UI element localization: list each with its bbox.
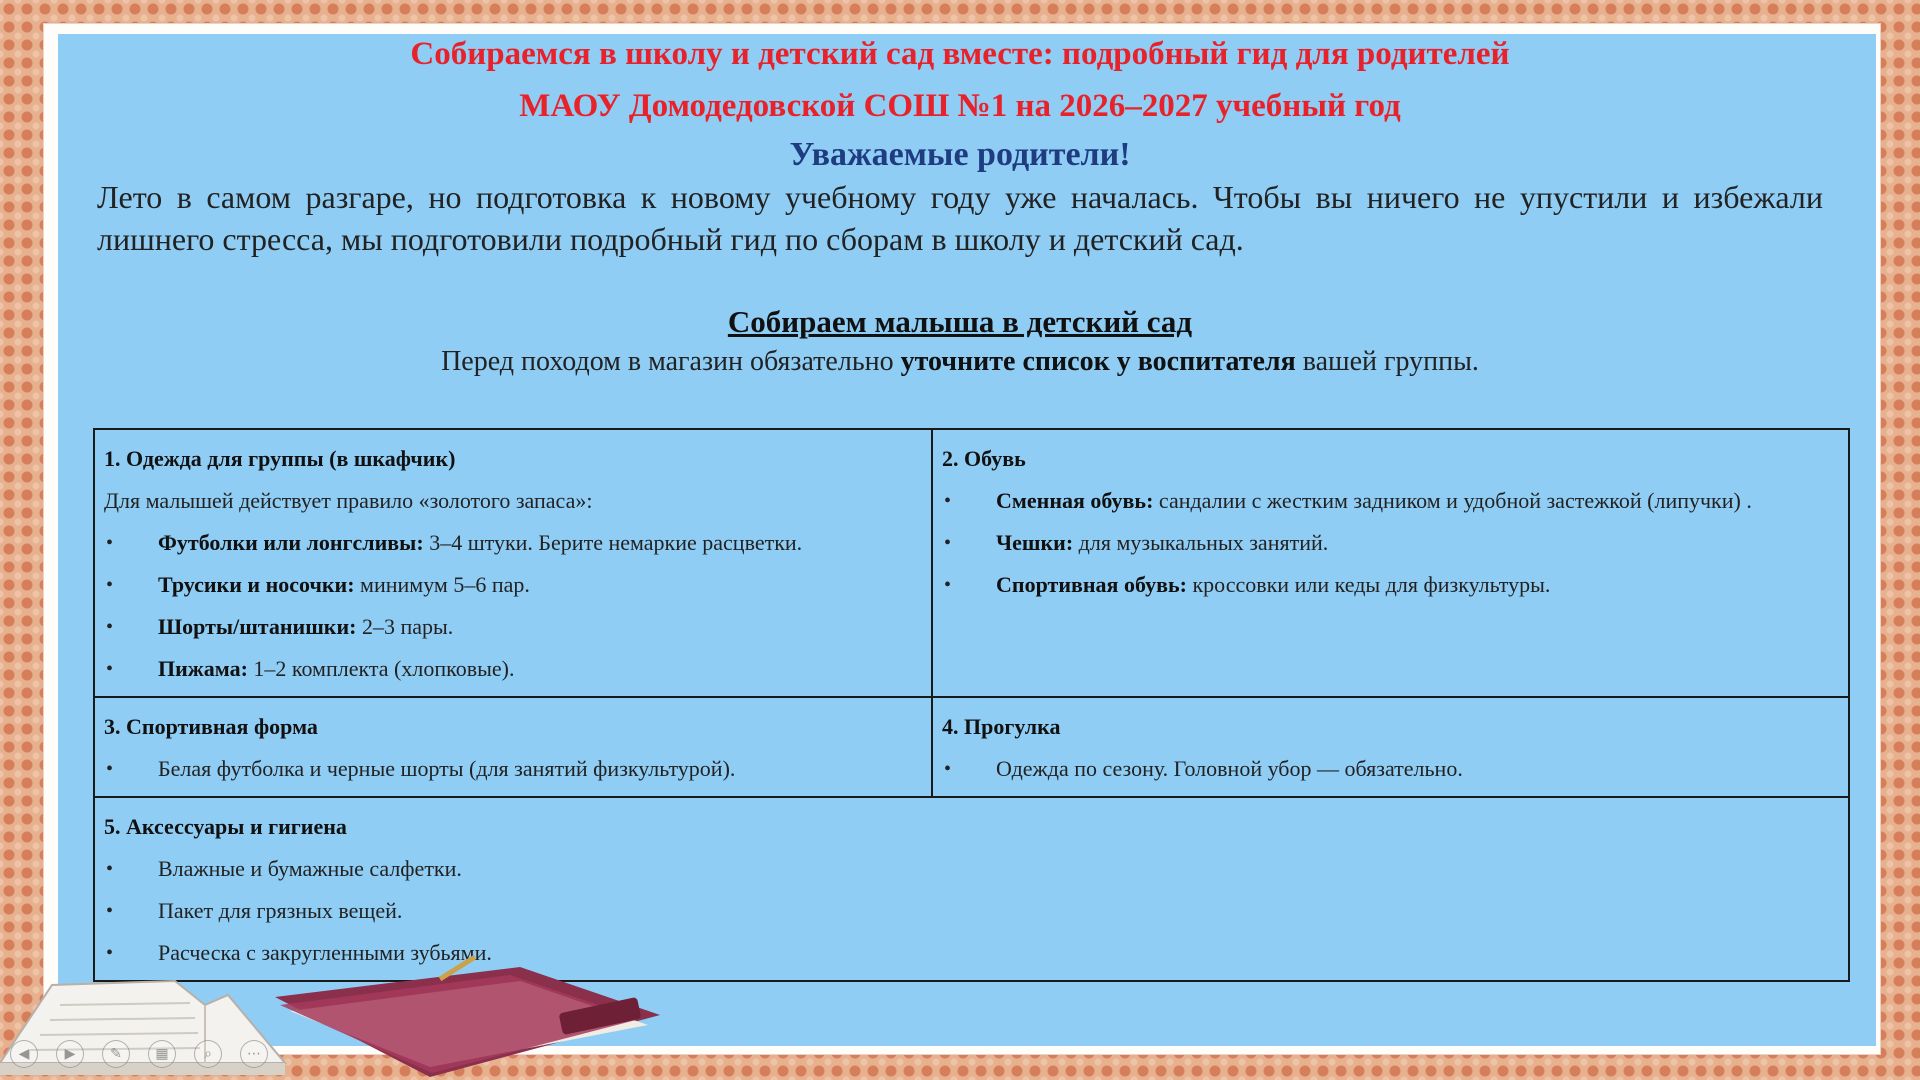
item-text: 3–4 штуки. Берите немаркие расцветки.	[423, 530, 803, 555]
list-item	[104, 564, 922, 606]
table-row	[94, 697, 1849, 797]
item-text: 1–2 комплекта (хлопковые).	[247, 656, 515, 681]
note-before: Перед походом в магазин обязательно	[441, 346, 901, 377]
item-text: Влажные и бумажные салфетки.	[158, 856, 462, 881]
list-item	[942, 748, 1839, 790]
item-text: для музыкальных занятий.	[1073, 530, 1329, 555]
note-after: вашей группы.	[1295, 346, 1479, 377]
bullet: •	[106, 858, 114, 880]
item-label: Сменная обувь:	[996, 488, 1154, 513]
bullet: •	[106, 758, 114, 780]
item-label: Спортивная обувь:	[996, 572, 1187, 597]
bullet: •	[106, 532, 114, 554]
item-label: Трусики и носочки:	[158, 572, 355, 597]
cell-title: 1. Одежда для группы (в шкафчик)	[104, 446, 456, 471]
list-item	[104, 848, 1839, 890]
item-list	[104, 522, 922, 690]
bullet: •	[944, 532, 952, 554]
zoom-icon[interactable]: ⌕	[194, 1040, 222, 1068]
cell-title: 4. Прогулка	[942, 714, 1061, 739]
list-item	[942, 564, 1839, 606]
item-label: Чешки:	[996, 530, 1074, 555]
item-text: Белая футболка и черные шорты (для занятий физкультурой).	[158, 756, 736, 781]
note-bold: уточните список у воспитателя	[900, 346, 1296, 377]
intro-text: Лето в самом разгаре, но подготовка к новому учебному году уже началась. Чтобы вы ничего не упустили и избежали лишнего стресса, мы подготовили подробный гид по сборам в школу и детский сад.	[97, 179, 1823, 257]
title-line-1: Собираемся в школу и детский сад вместе: подробный гид для родителей	[410, 36, 1510, 72]
list-item	[104, 890, 1839, 932]
item-label: Пижама:	[158, 656, 248, 681]
bullet: •	[106, 658, 114, 680]
cell-clothing	[94, 429, 932, 697]
cell-intro: Для малышей действует правило «золотого запаса»:	[104, 488, 593, 513]
item-text: минимум 5–6 пар.	[354, 572, 530, 597]
cell-title: 5. Аксессуары и гигиена	[104, 814, 347, 839]
list-item	[104, 648, 922, 690]
item-label: Футболки или лонгсливы:	[158, 530, 424, 555]
item-label: Шорты/штанишки:	[158, 614, 357, 639]
item-text: кроссовки или кеды для физкультуры.	[1186, 572, 1551, 597]
slide-navigation	[10, 1040, 286, 1070]
cell-title: 3. Спортивная форма	[104, 714, 318, 739]
list-item	[104, 748, 922, 790]
table-row	[94, 429, 1849, 697]
cell-walk	[932, 697, 1849, 797]
bullet: •	[106, 574, 114, 596]
arrow-right-icon[interactable]: ▶	[56, 1040, 84, 1068]
greeting: Уважаемые родители!	[789, 136, 1131, 173]
list-item	[942, 480, 1839, 522]
item-list	[942, 748, 1839, 790]
bullet: •	[944, 490, 952, 512]
cell-shoes	[932, 429, 1849, 697]
note-text	[0, 346, 1920, 378]
item-list	[942, 480, 1839, 606]
arrow-left-icon[interactable]: ◀	[10, 1040, 38, 1068]
cell-title: 2. Обувь	[942, 446, 1026, 471]
bullet: •	[106, 616, 114, 638]
item-list	[104, 748, 922, 790]
item-text: Одежда по сезону. Головной убор — обязательно.	[996, 756, 1463, 781]
more-icon[interactable]: ⋯	[240, 1040, 268, 1068]
list-item	[104, 606, 922, 648]
bullet: •	[106, 900, 114, 922]
title-line-2: МАОУ Домодедовской СОШ №1 на 2026–2027 учебный год	[519, 88, 1401, 124]
list-item	[104, 522, 922, 564]
pen-icon[interactable]: ✎	[102, 1040, 130, 1068]
slides-icon[interactable]: ▦	[148, 1040, 176, 1068]
bullet: •	[106, 942, 114, 964]
item-text: сандалии с жестким задником и удобной застежкой (липучки) .	[1153, 488, 1752, 513]
section-title: Собираем малыша в детский сад	[727, 304, 1193, 339]
item-text: 2–3 пары.	[356, 614, 454, 639]
bullet: •	[944, 574, 952, 596]
supplies-table	[93, 428, 1850, 982]
bullet: •	[944, 758, 952, 780]
list-item	[942, 522, 1839, 564]
item-text: Пакет для грязных вещей.	[158, 898, 403, 923]
item-text: Расческа с закругленными зубьями.	[158, 940, 492, 965]
cell-sport	[94, 697, 932, 797]
